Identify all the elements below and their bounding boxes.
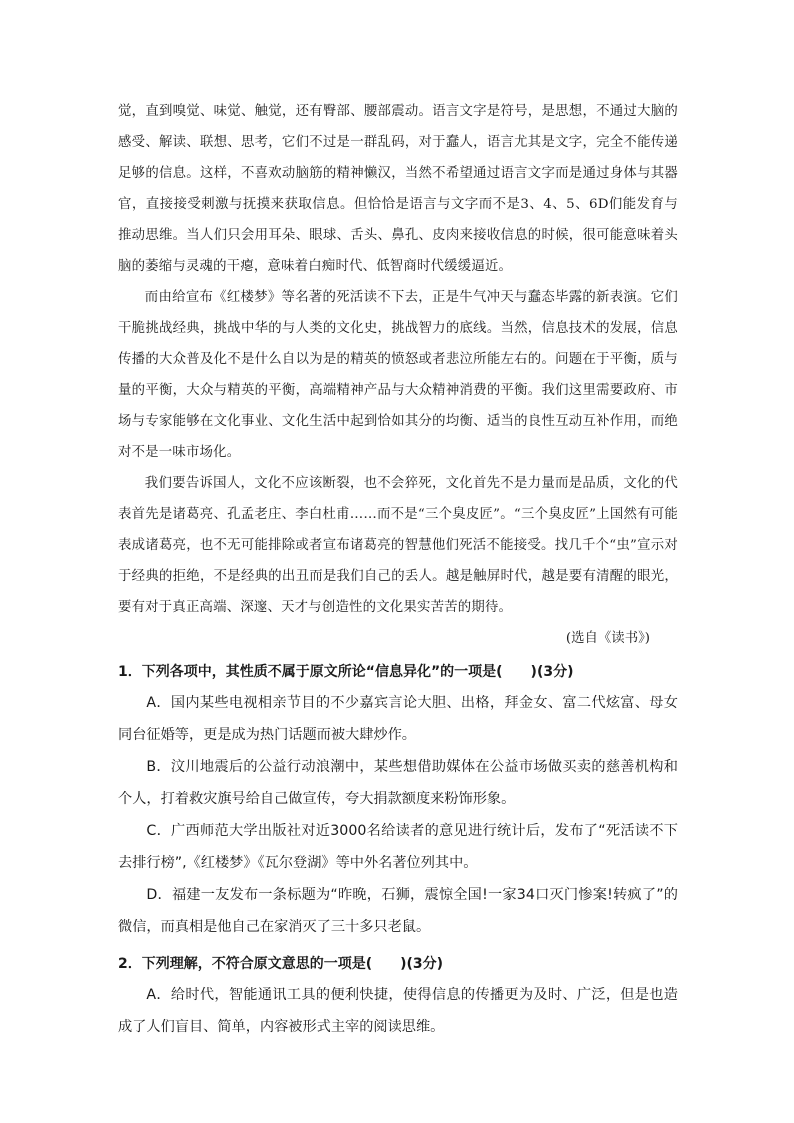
passage-paragraph-1: 觉，直到嗅觉、味觉、触觉，还有臀部、腰部震动。语言文字是符号，是思想，不通过大脑的感受、解读、联想、思考，它们不过是一群乱码，对于蠢人，语言尤其是文字，完全不能传递足够的信息。这样，不喜欢动脑筋的精神懒汉，当然不希望通过语言文字而是通过身体与其器官，直接接受刺激与抚摸来获取信息。但恰恰是语言与文字而不是3、4、5、6D们能发育与推动思维。当人们只会用耳朵、眼球、舌头、鼻孔、皮肉来接收信息的时候，很可能意味着头脑的萎缩与灵魂的干瘪，意味着白痴时代、低智商时代缓缓逼近。	[118, 104, 678, 274]
passage-paragraph-2: 而由给宣布《红楼梦》等名著的死活读不下去，正是牛气冲天与蠢态毕露的新表演。它们干脆挑战经典，挑战中华的与人类的文化史，挑战智力的底线。当然，信息技术的发展，信息传播的大众普及化不是什么自以为是的精英的愤怒或者悲泣所能左右的。问题在于平衡，质与量的平衡，大众与精英的平衡，高端精神产品与大众精神消费的平衡。我们这里需要政府、市场与专家能够在文化事业、文化生活中起到恰如其分的均衡、适当的良性互动互补作用，而绝对不是一味市场化。	[118, 290, 678, 460]
passage-paragraph-3: 我们要告诉国人，文化不应该断裂，也不会猝死，文化首先不是力量而是品质，文化的代表首先是诸葛亮、孔孟老庄、李白杜甫……而不是“三个臭皮匠”。“三个臭皮匠”上国然有可能表成诸葛亮，也不无可能排除或者宣布诸葛亮的智慧他们死活不能接受。找几千个“虫”宣示对于经典的拒绝，不是经典的出丑而是我们自己的丢人。越是触屏时代，越是要有清醒的眼光，要有对于真正高端、深邃、天才与创造性的文化果实苦苦的期待。	[118, 476, 678, 615]
reading-passage	[118, 96, 678, 651]
question-1-stem: 1．下列各项中，其性质不属于原文所论“信息异化”的一项是( )(3分)	[118, 664, 574, 680]
question-1-option-b: B．汶川地震后的公益行动浪潮中，某些想借助媒体在公益市场做买卖的慈善机构和个人，打着救灾旗号给自己做宣传，夸大捐款额度来粉饰形象。	[118, 759, 678, 807]
question-1	[118, 657, 678, 943]
page-content	[118, 96, 678, 1043]
question-1-option-a: A．国内某些电视相亲节目的不少嘉宾言论大胆、出格，拜金女、富二代炫富、母女同台征婚等，更是成为热门话题而被大肆炒作。	[118, 695, 678, 743]
question-2-stem: 2．下列理解，不符合原文意思的一项是( )(3分)	[118, 956, 444, 972]
question-1-option-d: D．福建一友发布一条标题为“昨晚，石狮，震惊全国!一家34口灭门惨案!转疯了”的微信，而真相是他自己在家消灭了三十多只老鼠。	[118, 887, 678, 935]
question-2-option-a: A．给时代，智能通讯工具的便利快捷，使得信息的传播更为及时、广泛，但是也造成了人们盲目、简单，内容被形式主宰的阅读思维。	[118, 987, 678, 1035]
passage-source: (选自《读书》)	[565, 631, 650, 646]
question-1-option-c: C．广西师范大学出版社对近3000名给读者的意见进行统计后，发布了“死活读不下去排行榜”,《红楼梦》《瓦尔登湖》等中外名著位列其中。	[118, 823, 678, 871]
question-2	[118, 949, 678, 1043]
